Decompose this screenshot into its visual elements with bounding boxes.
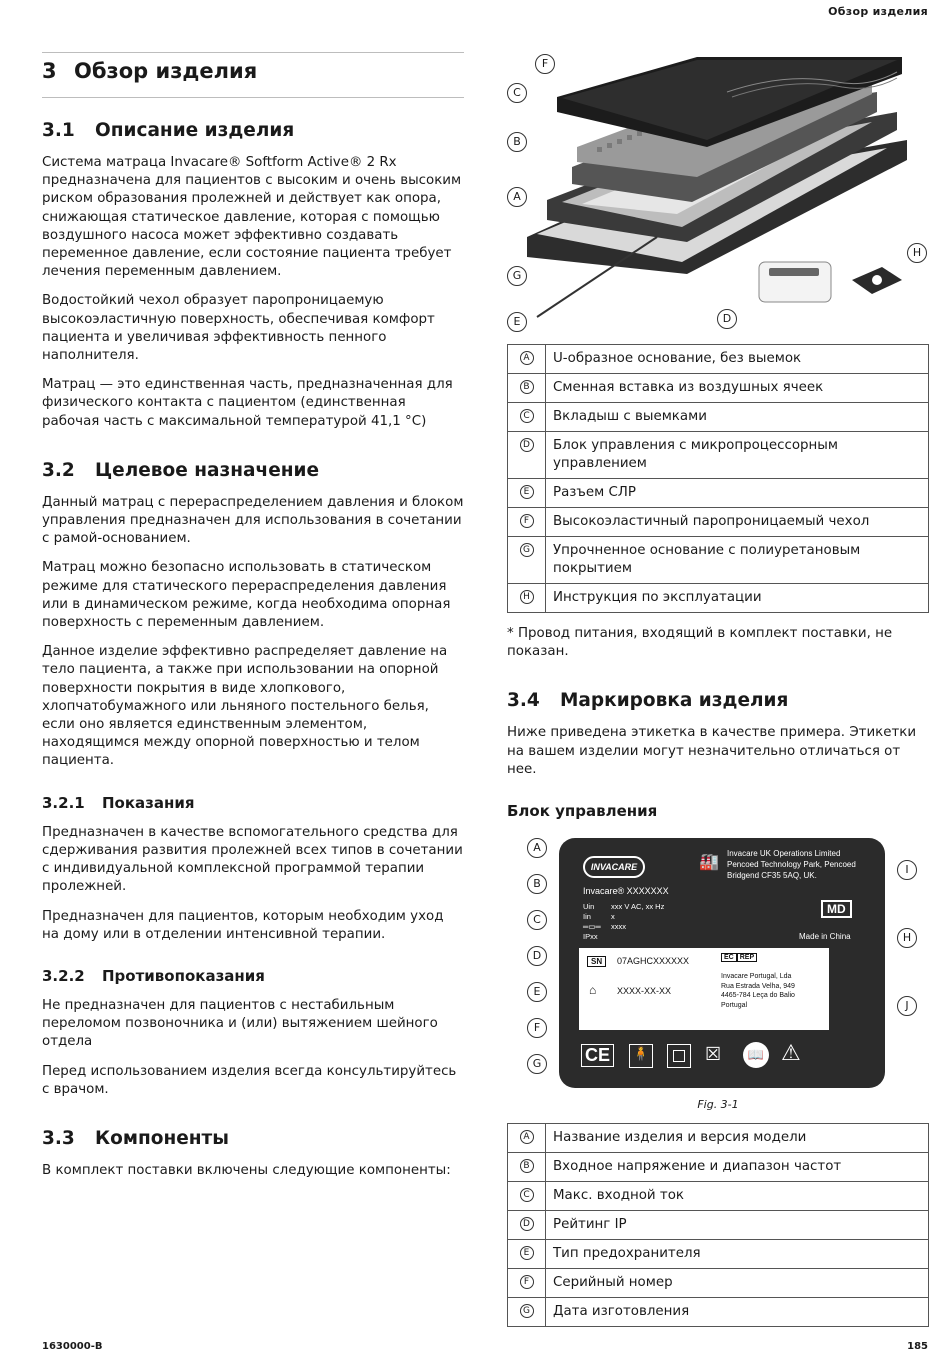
left-column [42, 52, 464, 1191]
weee-icon: ☒ [705, 1044, 722, 1065]
label-callout-g: G [527, 1054, 547, 1074]
rep-line: Portugal [721, 1001, 748, 1009]
manufacturer-address [727, 848, 856, 881]
spacer [42, 955, 464, 967]
component-row [508, 345, 929, 374]
row-description: Инструкция по эксплуатации [546, 584, 929, 613]
rep-line: Rua Estrada Velha, 949 [721, 982, 795, 990]
row-letter-cell [508, 1298, 546, 1327]
ec-rep-address [721, 972, 795, 1010]
type-bf-icon: 🧍 [629, 1044, 653, 1068]
row-description: Серийный номер [546, 1269, 929, 1298]
section-3-heading [42, 52, 464, 97]
row-letter-cell [508, 508, 546, 537]
ce-mark: CE [581, 1044, 614, 1067]
uin-value: xxx V AC, xx Hz [611, 902, 665, 912]
label-callout-f: F [527, 1018, 547, 1038]
row-description: Разъем СЛР [546, 479, 929, 508]
heading-rule [42, 97, 464, 98]
label-item-row [508, 1240, 929, 1269]
row-letter-cell [508, 403, 546, 432]
section-3-2-2-heading [42, 967, 464, 985]
label-callout-b: B [527, 874, 547, 894]
spacer [507, 790, 929, 802]
circled-letter: G [520, 1304, 534, 1318]
label-item-row [508, 1182, 929, 1211]
row-description: Вкладыш с выемками [546, 403, 929, 432]
section-number: 3.4 [507, 690, 540, 712]
label-item-row [508, 1269, 929, 1298]
circled-letter: A [520, 1130, 534, 1144]
class-ii-icon [667, 1044, 691, 1068]
manufacture-date: XXXX-XX-XX [617, 986, 672, 997]
circled-letter: G [520, 543, 534, 557]
circled-letter: A [520, 351, 534, 365]
label-items-table [507, 1123, 929, 1327]
section-title: Обзор изделия [74, 59, 258, 83]
spacer [42, 442, 464, 460]
manufacturer-line: Bridgend CF35 5AQ, UK. [727, 871, 817, 881]
label-item-row [508, 1298, 929, 1327]
component-row [508, 537, 929, 584]
row-letter-cell [508, 1153, 546, 1182]
mattress-exploded-illustration [507, 52, 929, 332]
row-description: Название изделия и версия модели [546, 1124, 929, 1153]
callout-e: E [507, 312, 527, 332]
row-letter-cell [508, 1211, 546, 1240]
paragraph: Матрац — это единственная часть, предназначенная для физического контакта с пациентом (единственная рабочая часть с максимальной температурой 41,1 °C) [42, 377, 453, 429]
row-letter-cell [508, 1124, 546, 1153]
md-badge: MD [821, 900, 852, 918]
component-row [508, 479, 929, 508]
paragraph: Данное изделие эффективно распределяет давление на тело пациента, а также при использовании на опорной поверхности покрытия в виде хлопкового, хлопчатобумажного или льняного постельного белья, если оно является единственным элементом, находящимся между опорной поверхностью и телом пациента. [42, 644, 448, 769]
section-number: 3.2 [42, 459, 75, 481]
row-description: Высокоэластичный паропроницаемый чехол [546, 508, 929, 537]
row-description: Упрочненное основание с полиуретановым покрытием [546, 537, 929, 584]
circled-letter: E [520, 485, 534, 499]
manual-icon: 📖 [743, 1042, 769, 1068]
brand-logo: INVACARE [583, 856, 645, 878]
circled-letter: D [520, 1217, 534, 1231]
callout-f: F [535, 54, 555, 74]
control-unit-subheading: Блок управления [507, 802, 658, 821]
section-3-2-1-heading [42, 794, 464, 812]
callout-h: H [907, 243, 927, 263]
section-title: Компоненты [95, 1127, 230, 1149]
figure-caption: Fig. 3-1 [697, 1098, 739, 1112]
section-3-2-heading [42, 460, 464, 481]
callout-g: G [507, 266, 527, 286]
row-letter-cell [508, 584, 546, 613]
serial-number: 07AGHCXXXXXX [617, 956, 690, 967]
label-callout-d: D [527, 946, 547, 966]
rep-text: REP [737, 953, 757, 962]
row-letter-cell [508, 479, 546, 508]
row-letter-cell [508, 345, 546, 374]
section-title: Целевое назначение [95, 459, 320, 481]
component-row [508, 374, 929, 403]
row-description: Дата изготовления [546, 1298, 929, 1327]
paragraph: Перед использованием изделия всегда консультируйтесь с врачом. [42, 1063, 457, 1097]
label-callout-j: J [897, 996, 917, 1016]
circled-letter: B [520, 1159, 534, 1173]
section-title: Маркировка изделия [560, 690, 789, 712]
paragraph: Данный матрац с перераспределением давления и блоком управления предназначен для использования в сочетании с рамой-основанием. [42, 494, 464, 547]
row-letter-cell [508, 1240, 546, 1269]
circled-letter: H [520, 590, 534, 604]
component-row [508, 403, 929, 432]
sn-symbol: SN [587, 956, 606, 967]
electrical-ratings [583, 902, 664, 942]
made-in: Made in China [799, 932, 851, 942]
manufacture-date-icon: ⌂ [589, 983, 597, 998]
manufacturer-line: Invacare UK Operations Limited [727, 849, 841, 859]
circled-letter: F [520, 514, 534, 528]
circled-letter: C [520, 409, 534, 423]
ip-rating: IPxx [583, 932, 598, 942]
exploded-view-figure [507, 52, 929, 332]
paragraph: Система матраца Invacare® Softform Active® 2 Rx предназначена для пациентов с высоким и очень высоким риском образования пролежней и действует как опора, снижающая статическое давление, которая с помощью воздушного насоса может эффективно создавать переменное давление, если состояние пациента требует лечения переменным давлением. [42, 155, 462, 280]
model-name: Invacare® XXXXXXX [583, 886, 669, 897]
components-note: * Провод питания, входящий в комплект поставки, не показан. [507, 626, 893, 660]
footer-page-number: 185 [907, 1341, 928, 1352]
paragraph: В комплект поставки включены следующие компоненты: [42, 1162, 451, 1178]
paragraph: Матрац можно безопасно использовать в статическом режиме для статического перераспределения давления или в динамическом режиме, когда необходима опорная поверхность с переменным давлением. [42, 560, 451, 631]
callout-c: C [507, 83, 527, 103]
component-row [508, 508, 929, 537]
row-description: Тип предохранителя [546, 1240, 929, 1269]
manufacturer-line: Pencoed Technology Park, Pencoed [727, 860, 856, 870]
right-column [507, 52, 929, 1327]
section-3-4-heading [507, 690, 929, 711]
paragraph: Не предназначен для пациентов с нестабильным переломом позвоночника и (или) вытяжением шейного отдела [42, 997, 438, 1050]
row-description: Входное напряжение и диапазон частот [546, 1153, 929, 1182]
callout-a: A [507, 187, 527, 207]
rep-line: 4465-784 Leça do Balio [721, 992, 795, 1000]
circled-letter: B [520, 380, 534, 394]
label-callout-h: H [897, 928, 917, 948]
circled-letter: C [520, 1188, 534, 1202]
spacer [42, 1110, 464, 1128]
product-label-figure [507, 832, 929, 1092]
label-white-panel [579, 948, 829, 1030]
label-item-row [508, 1153, 929, 1182]
section-title: Показания [102, 793, 195, 812]
row-letter-cell [508, 1182, 546, 1211]
section-title: Противопоказания [102, 966, 265, 985]
label-callout-e: E [527, 982, 547, 1002]
row-letter-cell [508, 537, 546, 584]
row-letter-cell [508, 1269, 546, 1298]
warning-icon: ⚠ [781, 1040, 801, 1066]
label-item-row [508, 1211, 929, 1240]
ec-text: EC [721, 953, 737, 962]
section-number: 3.2.1 [42, 793, 85, 812]
running-header: Обзор изделия [828, 5, 928, 18]
paragraph: Водостойкий чехол образует паропроницаемую высокоэластичную поверхность, обеспечивая комфорт пациента и увеличивая эффективность пенного наполнителя. [42, 293, 435, 364]
section-title: Описание изделия [95, 120, 295, 141]
row-letter-cell [508, 374, 546, 403]
section-3-1-heading [42, 120, 464, 141]
fuse-icon: ═▭═ [583, 922, 601, 932]
ec-rep-symbol [721, 954, 757, 961]
row-description: U-образное основание, без выемок [546, 345, 929, 374]
row-description: Макс. входной ток [546, 1182, 929, 1211]
paragraph: Предназначен в качестве вспомогательного средства для сдерживания развития пролежней всех типов в сочетании с индивидуальной комплексной программой терапии пролежней. [42, 824, 463, 895]
rep-line: Invacare Portugal, Lda [721, 973, 792, 981]
section-number: 3 [42, 59, 57, 83]
components-table [507, 344, 929, 613]
label-plate [559, 838, 885, 1088]
circled-letter: D [520, 438, 534, 452]
footer-doc-number: 1630000-B [42, 1341, 103, 1352]
section-number: 3.1 [42, 120, 75, 141]
iin-symbol: Iin [583, 912, 591, 922]
circled-letter: F [520, 1275, 534, 1289]
factory-icon: 🏭 [699, 854, 719, 872]
label-callout-a: A [527, 838, 547, 858]
paragraph: Ниже приведена этикетка в качестве примера. Этикетки на вашем изделии могут незначительно отличаться от нее. [507, 725, 917, 777]
label-callout-c: C [527, 910, 547, 930]
callout-b: B [507, 132, 527, 152]
circled-letter: E [520, 1246, 534, 1260]
iin-value: x [611, 912, 615, 922]
row-description: Рейтинг IP [546, 1211, 929, 1240]
row-description: Блок управления с микропроцессорным управлением [546, 432, 929, 479]
label-callout-i: I [897, 860, 917, 880]
uin-symbol: Uin [583, 902, 595, 912]
spacer [42, 782, 464, 794]
fuse-value: xxxx [611, 922, 626, 932]
section-number: 3.2.2 [42, 966, 85, 985]
label-item-row [508, 1124, 929, 1153]
row-description: Сменная вставка из воздушных ячеек [546, 374, 929, 403]
callout-d: D [717, 309, 737, 329]
component-row [508, 584, 929, 613]
row-letter-cell [508, 432, 546, 479]
section-number: 3.3 [42, 1127, 75, 1149]
paragraph: Предназначен для пациентов, которым необходим уход на дому или в отделении интенсивной терапии. [42, 908, 444, 942]
section-3-3-heading [42, 1128, 464, 1149]
spacer [507, 672, 929, 690]
component-row [508, 432, 929, 479]
